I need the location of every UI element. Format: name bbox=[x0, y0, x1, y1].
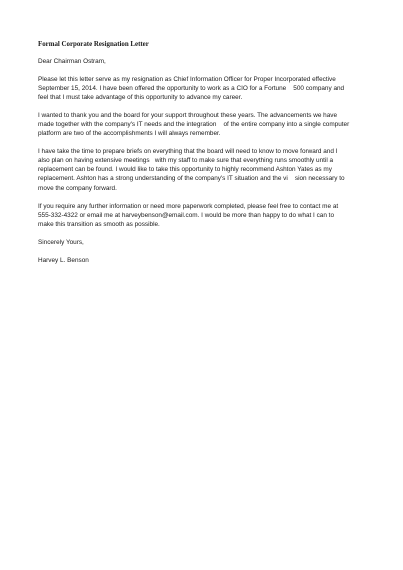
letter-salutation: Dear Chairman Ostram, bbox=[38, 58, 106, 65]
letter-title: Formal Corporate Resignation Letter bbox=[38, 41, 149, 48]
paragraph-2 bbox=[38, 111, 366, 138]
letter-signature: Harvey L. Benson bbox=[38, 256, 89, 264]
paragraph-4 bbox=[38, 202, 366, 229]
paragraph-1 bbox=[38, 75, 366, 102]
paragraph-line: make this transition as smooth as possible. bbox=[38, 220, 160, 228]
letter-closing: Sincerely Yours, bbox=[38, 238, 84, 246]
paragraph-line: also plan on having extensive meetings with my staff to make sure that everything runs smoothly until a bbox=[38, 157, 334, 165]
paragraph-3 bbox=[38, 147, 366, 192]
paragraph-line: feel that I must take advantage of this opportunity to advance my career. bbox=[38, 94, 243, 102]
paragraph-line: I wanted to thank you and the board for your support throughout these years. The advancements we have bbox=[38, 112, 338, 120]
paragraph-line: If you require any further information or need more paperwork completed, please feel free to contact me at bbox=[38, 202, 339, 210]
paragraph-line: replacement can be found. I would like to take this opportunity to highly recommend Ashton Yates as my bbox=[38, 166, 332, 174]
letter-body bbox=[38, 40, 366, 265]
paragraph-line: replacement. Ashton has a strong understanding of the company's IT situation and the vi sion necessary to bbox=[38, 175, 345, 183]
paragraph-line: 555-332-4322 or email me at harveybenson@email.com. I would be more than happy to do what I can to bbox=[38, 211, 335, 219]
paragraph-line: Please let this letter serve as my resignation as Chief Information Officer for Proper Incorporated effective bbox=[38, 76, 336, 84]
paragraph-line: made together with the company's IT needs and the integration of the entire company into a single computer bbox=[38, 121, 350, 129]
paragraph-line: platform are two of the accomplishments I will always remember. bbox=[38, 130, 221, 138]
paragraph-line: September 15, 2014. I have been offered the opportunity to work as a CIO for a Fortune 500 company and bbox=[38, 85, 345, 93]
paragraph-line: I have take the time to prepare briefs on everything that the board will need to know to move forward and I bbox=[38, 148, 338, 156]
paragraph-line: move the company forward. bbox=[38, 184, 117, 192]
